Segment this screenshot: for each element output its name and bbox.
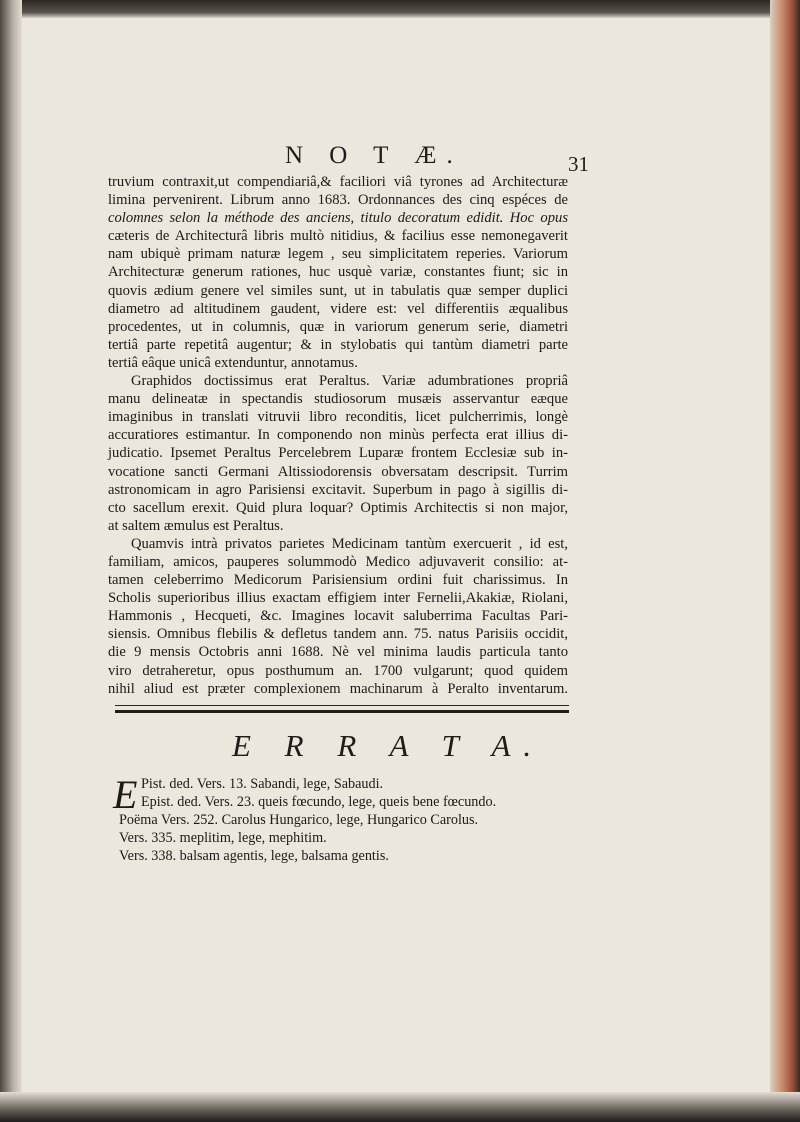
paragraph-1 [108,173,568,372]
errata-dropcap: E [113,772,138,817]
text-line: tertiâ parte repetitâ augentur; & in stylobatis qui tantùm diametri parte [108,336,568,353]
text-line: truvium contraxit,ut compendiariâ,& faciliori viâ tyrones ad Architecturæ [108,174,568,190]
page-gutter-edge [0,0,22,1122]
text-line: colomnes selon la méthode des anciens, titulo decoratum edidit. Hoc opus [108,210,568,227]
text-line: die 9 mensis Octobris anni 1688. Nè vel minima laudis particula tanto [108,644,568,661]
text-line: judicatio. Ipsemet Peraltus Percelebrem Luparæ frontem Ecclesiæ sub in- [108,445,568,462]
separator-rule-thick [115,710,569,713]
text-line: tamen celeberrimo Medicorum Parisiensium ordini fuit charissimus. In [108,572,568,589]
notes-body [108,173,568,698]
text-line: Scholis superioribus illius exactam effigiem inter Fernelii,Akakiæ, Riolani, [108,590,568,607]
text-line: Graphidos doctissimus erat Peraltus. Variæ adumbrationes propriâ [131,373,568,390]
page-number: 31 [568,152,589,176]
text-line: cto sacellum erexit. Quid plura loquar? Optimis Architectis si non major, [108,499,568,516]
running-head: N O T Æ. [285,142,463,169]
text-line: manu delineatæ in spectandis studiosorum musæis asservantur eæque [108,391,568,408]
text-line: nam ubiquè primam naturæ legem , seu simplicitatem reperies. Variorum [108,246,568,263]
page-bottom-edge [0,1092,800,1122]
errata-line: Pist. ded. Vers. 13. Sabandi, lege, Sabaudi. [141,776,384,792]
text-line: quovis ædium genere vel similes sunt, ut in tabulatis quæ semper duplici [108,282,568,299]
text-line: procedentes, ut in columnis, quæ in variorum generum serie, diametri [108,318,568,335]
errata-line: Vers. 338. balsam agentis, lege, balsama gentis. [119,848,389,864]
text-line: viro detraheretur, opus posthumum an. 1700 vulgarunt; quod quidem [108,662,568,679]
text-line: accuratiores estimantur. In componendo non minùs perfecta erat illius di- [108,427,568,444]
paragraph-2 [108,372,568,535]
page-top-edge [0,0,800,18]
page-fore-edge [770,0,800,1122]
text-line: cæteris de Architecturâ libris multò nitidius, & facilius esse nemonegaverit [108,228,568,245]
text-line: imaginibus in translati vitruvii libro reconditis, licet pulcherrimis, longè [108,409,568,426]
text-line: familiam, amicos, pauperes solummodò Medico adjuvaverit consilio: at- [108,553,568,570]
text-line: vocatione sancti Germani Altissiodorensis obversatam descripsit. Turrim [108,463,568,480]
text-line: limina pervenirent. Librum anno 1683. Ordonnances des cinq espéces de [108,192,568,209]
errata-list [113,772,573,865]
errata-line: Poëma Vers. 252. Carolus Hungarico, lege, Hungarico Carolus. [119,812,479,828]
text-line: diametro ad altitudinem gaudent, videre est: vel differentiis æqualibus [108,300,568,317]
text-line: siensis. Omnibus flebilis & defletus tandem ann. 75. natus Parisiis occidit, [108,626,568,643]
text-line: astronomicam in agro Parisiensi excitavit. Superbum in pago à sigillis di- [108,481,568,498]
errata-heading: E R R A T A. [232,728,545,763]
text-line: Quamvis intrà privatos parietes Medicinam tantùm exercuerit , id est, [131,535,568,552]
errata-line: Epist. ded. Vers. 23. queis fœcundo, lege, queis bene fœcundo. [141,794,497,810]
text-line: Hammonis , Hecqueti, &c. Imagines locavit saluberrima Facultas Pari- [108,608,568,625]
paragraph-3 [108,535,568,698]
text-line: nihil aliud est præter complexionem machinarum à Peralto inventarum. [108,680,568,697]
errata-line: Vers. 335. meplitim, lege, mephitim. [119,830,327,846]
text-line: tertiâ eâque unicâ extenduntur, annotamus. [108,354,358,371]
text-line: at saltem æmulus est Peraltus. [108,517,284,534]
text-line: Architecturæ generum rationes, huc usquè variæ, constantes fiunt; sic in [108,264,568,281]
separator-rule-thin [115,705,569,706]
